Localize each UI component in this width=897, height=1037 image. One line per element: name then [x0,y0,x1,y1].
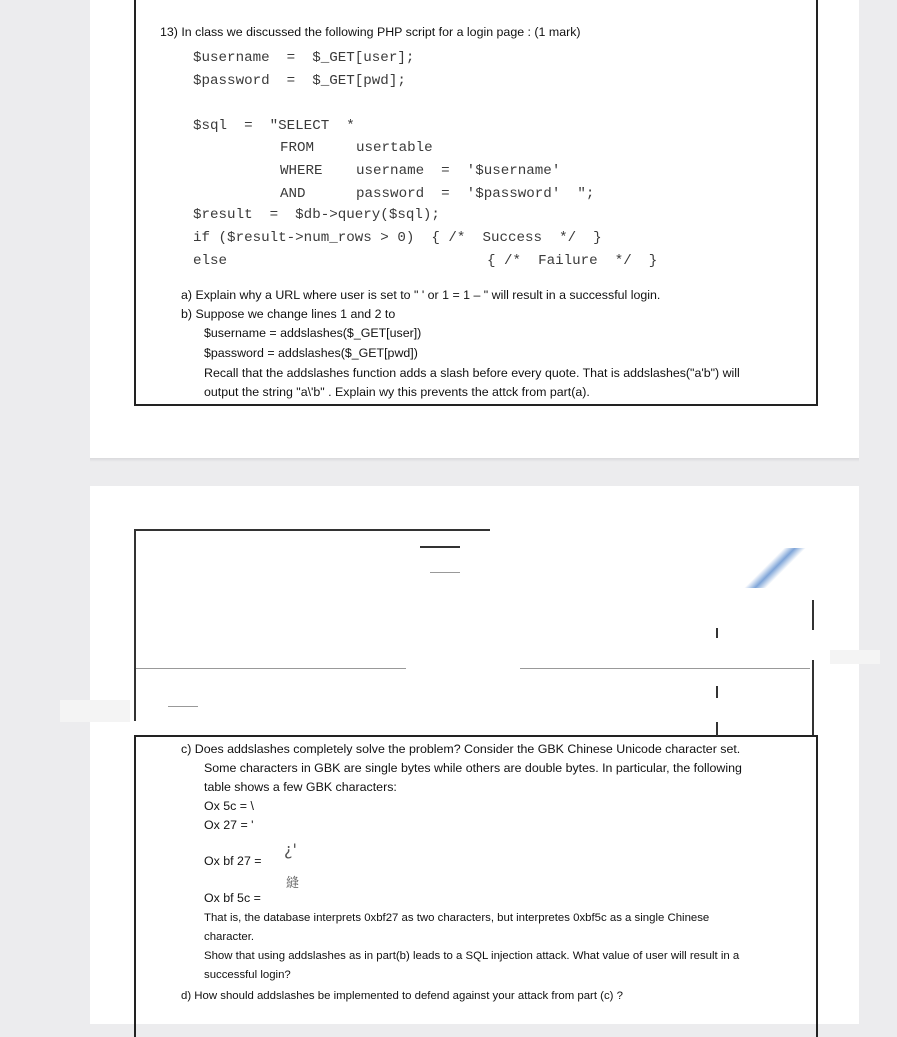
part-a-text: a) Explain why a URL where user is set to " ' or 1 = 1 – " will result in a successful login. [181,288,661,302]
gbk-char-bf5c: Ox bf 5c = [204,891,261,905]
part-d-text: d) How should addslashes be implemented to defend against your attack from part (c) ? [181,990,623,1002]
part-b-line1: $username = addslashes($_GET[user]) [204,326,422,340]
part-c-show-2: successful login? [204,969,291,981]
code-line-else: else [193,253,228,269]
code-keyword-and: AND [280,186,306,202]
code-keyword-from: FROM [280,140,315,156]
part-c-show-1: Show that using addslashes as in part(b) leads to a SQL injection attack. What value of user will result in a [204,950,740,962]
gbk-char-27: Ox 27 = ' [204,818,254,832]
code-where-clause: username = '$username' [356,163,561,179]
code-and-clause: password = '$password' "; [356,186,595,202]
code-failure-block: { /* Failure */ } [487,253,658,269]
gbk-char-5c: Ox 5c = \ [204,799,254,813]
part-c-line3: table shows a few GBK characters: [204,780,397,794]
part-c-interpret-2: character. [204,931,255,943]
part-b-recall-1: Recall that the addslashes function adds a slash before every quote. That is addslashes("a'b") will [204,366,740,380]
part-c-line2: Some characters in GBK are single bytes while others are double bytes. In particular, the following [204,761,742,775]
code-table-name: usertable [356,140,433,156]
gbk-glyph-bf27: ¿' [284,840,297,859]
question-title: 13) In class we discussed the following PHP script for a login page : (1 mark) [160,25,581,39]
code-line-username: $username = $_GET[user]; [193,50,415,66]
code-line-password: $password = $_GET[pwd]; [193,73,406,89]
part-b-line2: $password = addslashes($_GET[pwd]) [204,346,418,360]
part-c-interpret-1: That is, the database interprets 0xbf27 as two characters, but interpretes 0xbf5c as a single Chinese [204,912,710,924]
code-keyword-where: WHERE [280,163,323,179]
part-b-intro: b) Suppose we change lines 1 and 2 to [181,307,396,321]
gbk-glyph-bf5c: 縫 [286,876,300,891]
part-b-recall-2: output the string "a\'b" . Explain wy this prevents the attck from part(a). [204,385,590,399]
code-line-result: $result = $db->query($sql); [193,207,440,223]
gbk-char-bf27: Ox bf 27 = [204,854,262,868]
code-line-if: if ($result->num_rows > 0) { /* Success */ } [193,230,602,246]
code-line-sql: $sql = "SELECT * [193,118,355,134]
page-separator [90,458,859,462]
part-c-line1: c) Does addslashes completely solve the problem? Consider the GBK Chinese Unicode character set. [181,742,741,756]
